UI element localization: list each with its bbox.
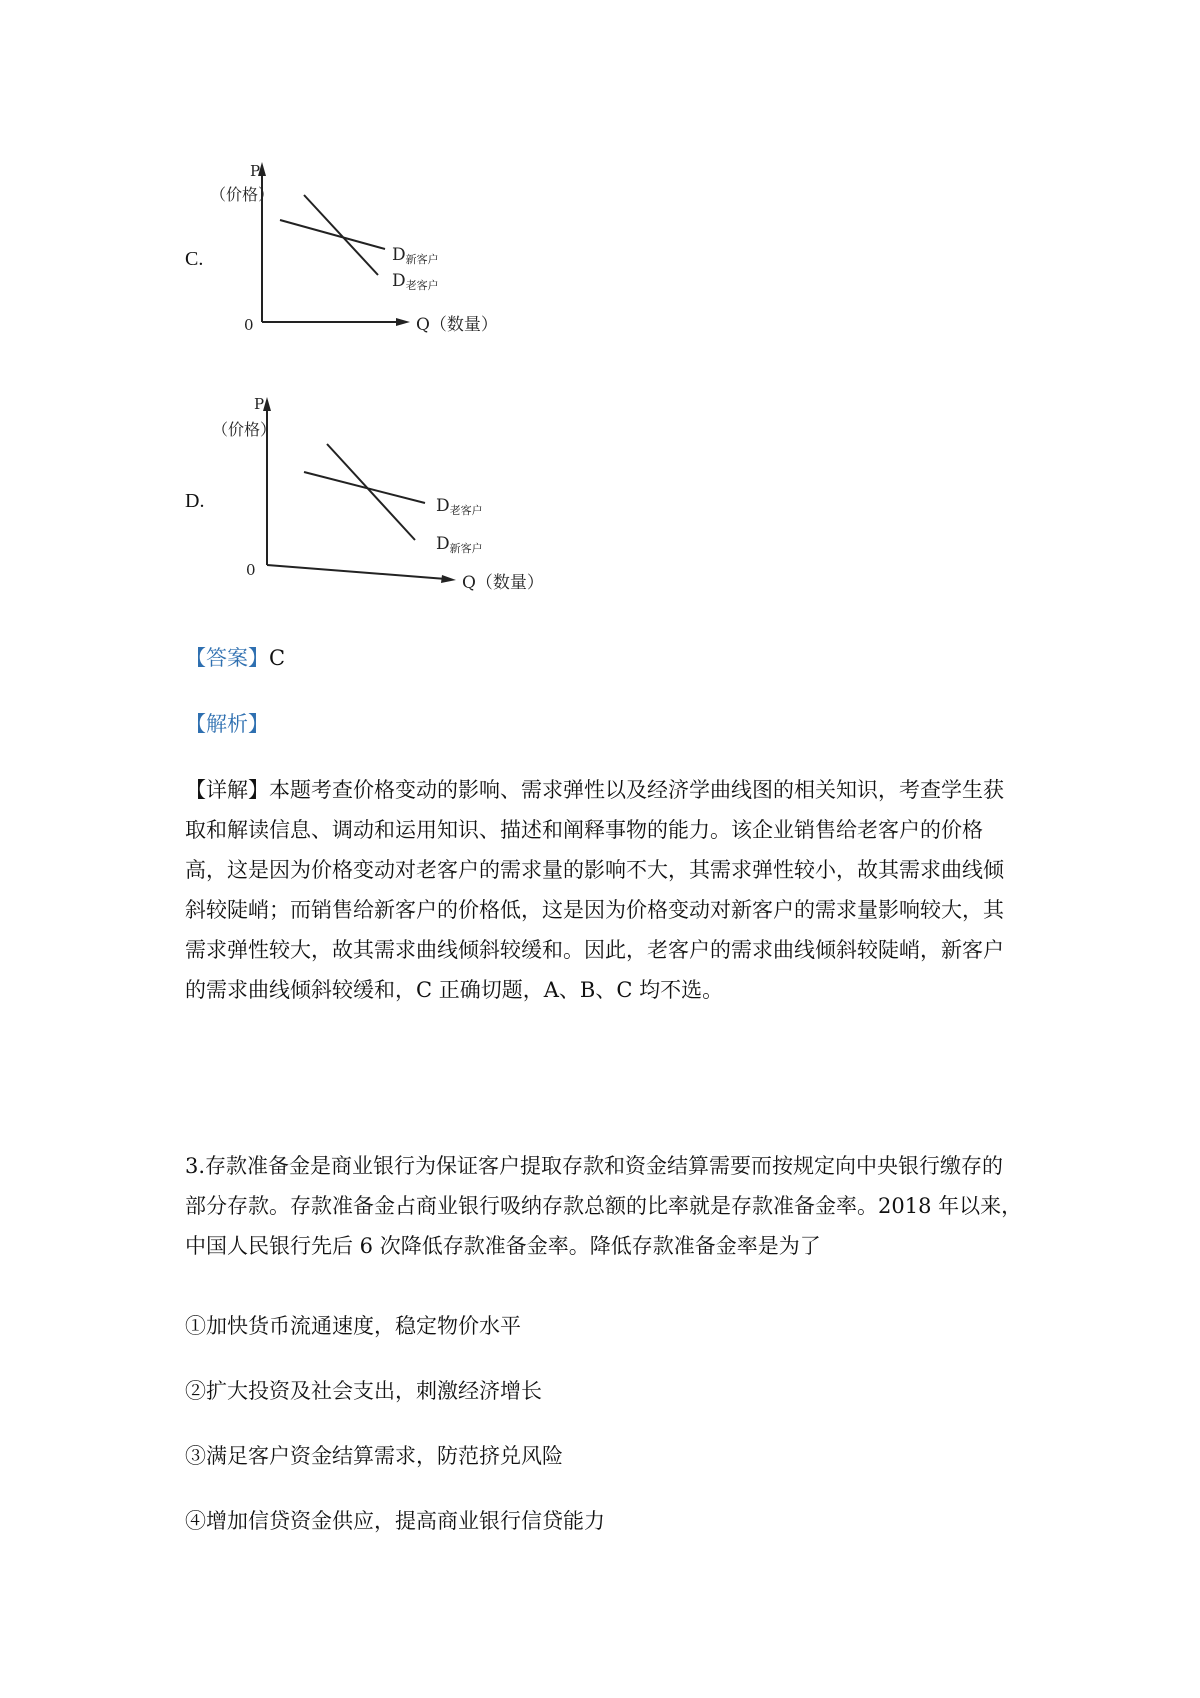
question-3-stem — [185, 1146, 1035, 1266]
steep-curve-label: D老客户 — [392, 271, 439, 292]
origin-label: 0 — [246, 561, 256, 579]
answer-value: C — [269, 646, 286, 670]
question-line: 中国人民银行先后 6 次降低存款准备金率。降低存款准备金率是为了 — [185, 1234, 821, 1258]
answer-line — [185, 642, 285, 672]
detail-paragraph — [185, 770, 1035, 1010]
x-axis-label: Q（数量） — [462, 573, 544, 593]
x-axis-label: Q（数量） — [416, 315, 498, 335]
y-axis-label: P — [250, 162, 261, 180]
origin-label: 0 — [244, 316, 254, 334]
detail-line: 斜较陡峭；而销售给新客户的价格低，这是因为价格变动对新客户的需求量影响较大，其 — [185, 898, 1004, 922]
detail-line: 取和解读信息、调动和运用知识、描述和阐释事物的能力。该企业销售给老客户的价格 — [185, 818, 983, 842]
option-d-label: D. — [185, 490, 205, 512]
x-axis-arrow — [396, 318, 410, 326]
detail-line: 【详解】本题考查价格变动的影响、需求弹性以及经济学曲线图的相关知识，考查学生获 — [185, 778, 1004, 802]
demand-curve-steep — [304, 195, 378, 275]
question-line: 3.存款准备金是商业银行为保证客户提取存款和资金结算需要而按规定向中央银行缴存的 — [185, 1154, 1004, 1178]
question-line: 部分存款。存款准备金占商业银行吸纳存款总额的比率就是存款准备金率。2018 年以来， — [185, 1194, 1023, 1218]
detail-line: 的需求曲线倾斜较缓和，C 正确切题，A、B、C 均不选。 — [185, 978, 724, 1002]
option-c-graph — [210, 160, 550, 360]
analysis-tag: 【解析】 — [185, 712, 269, 736]
detail-line: 高，这是因为价格变动对老客户的需求量的影响不大，其需求弹性较小，故其需求曲线倾 — [185, 858, 1004, 882]
y-axis-sublabel: （价格） — [212, 420, 277, 439]
detail-tag: 【详解】 — [185, 778, 269, 802]
answer-tag: 【答案】 — [185, 646, 269, 670]
choice-3: ③满足客户资金结算需求，防范挤兑风险 — [185, 1444, 563, 1468]
y-axis-label: P — [254, 395, 265, 413]
flat-curve-label: D老客户 — [436, 496, 483, 517]
choice-1: ①加快货币流通速度，稳定物价水平 — [185, 1314, 521, 1338]
y-axis-sublabel: （价格） — [210, 185, 275, 204]
option-c-label: C. — [185, 248, 204, 270]
x-axis-arrow — [441, 575, 456, 583]
x-axis — [267, 565, 446, 579]
flat-curve-label: D新客户 — [392, 245, 439, 266]
detail-line: 需求弹性较大，故其需求曲线倾斜较缓和。因此，老客户的需求曲线倾斜较陡峭，新客户 — [185, 938, 1004, 962]
choice-2: ②扩大投资及社会支出，刺激经济增长 — [185, 1379, 542, 1403]
demand-curve-steep — [327, 444, 415, 540]
choice-4: ④增加信贷资金供应，提高商业银行信贷能力 — [185, 1509, 605, 1533]
demand-curve-flat — [304, 472, 425, 503]
option-d-graph — [210, 395, 570, 600]
steep-curve-label: D新客户 — [436, 534, 483, 555]
